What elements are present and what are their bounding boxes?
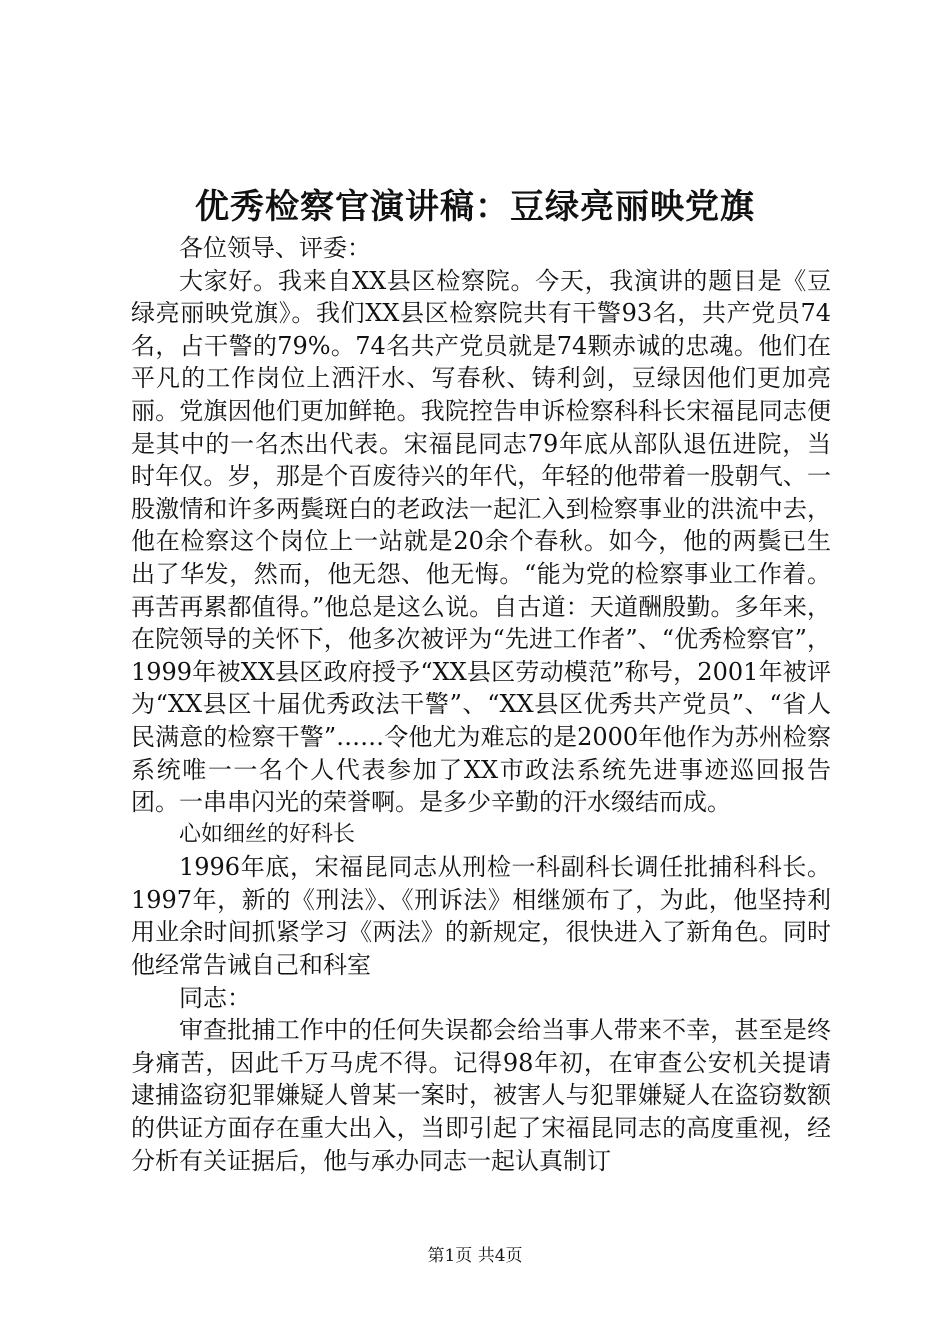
body-paragraph-intro: 大家好。我来自XX县区检察院。今天，我演讲的题目是《豆绿亮丽映党旗》。我们XX县区检察院共有干警93名，共产党员74名，占干警的79%。74名共产党员就是74颗赤诚的忠魂。他们在平凡的工作岗位上洒汗水、写春秋、铸利剑，豆绿因他们更加亮丽。党旗因他们更加鲜艳。我院控告申诉检察科科长宋福昆同志便是其中的一名杰出代表。宋福昆同志79年底从部队退伍进院，当时年仅。岁，那是个百废待兴的年代，年轻的他带着一股朝气、一股激情和许多两鬓斑白的老政法一起汇入到检察事业的洪流中去，他在检察这个岗位上一站就是20余个春秋。如今，他的两鬓已生出了华发，然而，他无怨、他无悔。“能为党的检察事业工作着。再苦再累都值得。”他总是这么说。自古道：天道酬殷勤。多年来，在院领导的关怀下，他多次被评为“先进工作者”、“优秀检察官”，1999年被XX县区政府授予“XX县区劳动模范”称号，2001年被评为“XX县区十届优秀政法干警”、“XX县区优秀共产党员”、“省人民满意的检察干警”……令他尤为难忘的是2000年他作为苏州检察系统唯一一名个人代表参加了XX市政法系统先进事迹巡回报告团。一串串闪光的荣誉啊。是多少辛勤的汗水缀结而成。: [131, 266, 831, 817]
section-heading: 心如细丝的好科长: [179, 821, 356, 847]
document-body: [131, 232, 831, 1177]
page-number-footer: 第1页 共4页: [427, 1246, 523, 1266]
body-paragraph-colleagues: 同志：: [179, 983, 251, 1012]
body-paragraph-1996: 1996年底，宋福昆同志从刑检一科副科长调任批捕科科长。1997年，新的《刑法》、《刑诉法》相继颁布了，为此，他坚持利用业余时间抓紧学习《两法》的新规定，很快进入了新角色。同时他经常告诫自己和科室: [131, 853, 831, 980]
salutation-paragraph: 各位领导、评委：: [179, 234, 371, 262]
body-paragraph-review: 审查批捕工作中的任何失误都会给当事人带来不幸，甚至是终身痛苦，因此千万马虎不得。记得98年初，在审查公安机关提请逮捕盗窃犯罪嫌疑人曾某一案时，被害人与犯罪嫌疑人在盗窃数额的供证方面存在重大出入，当即引起了宋福昆同志的高度重视，经分析有关证据后，他与承办同志一起认真制订: [131, 1016, 831, 1175]
document-title: 优秀检察官演讲稿：豆绿亮丽映党旗: [195, 187, 755, 227]
